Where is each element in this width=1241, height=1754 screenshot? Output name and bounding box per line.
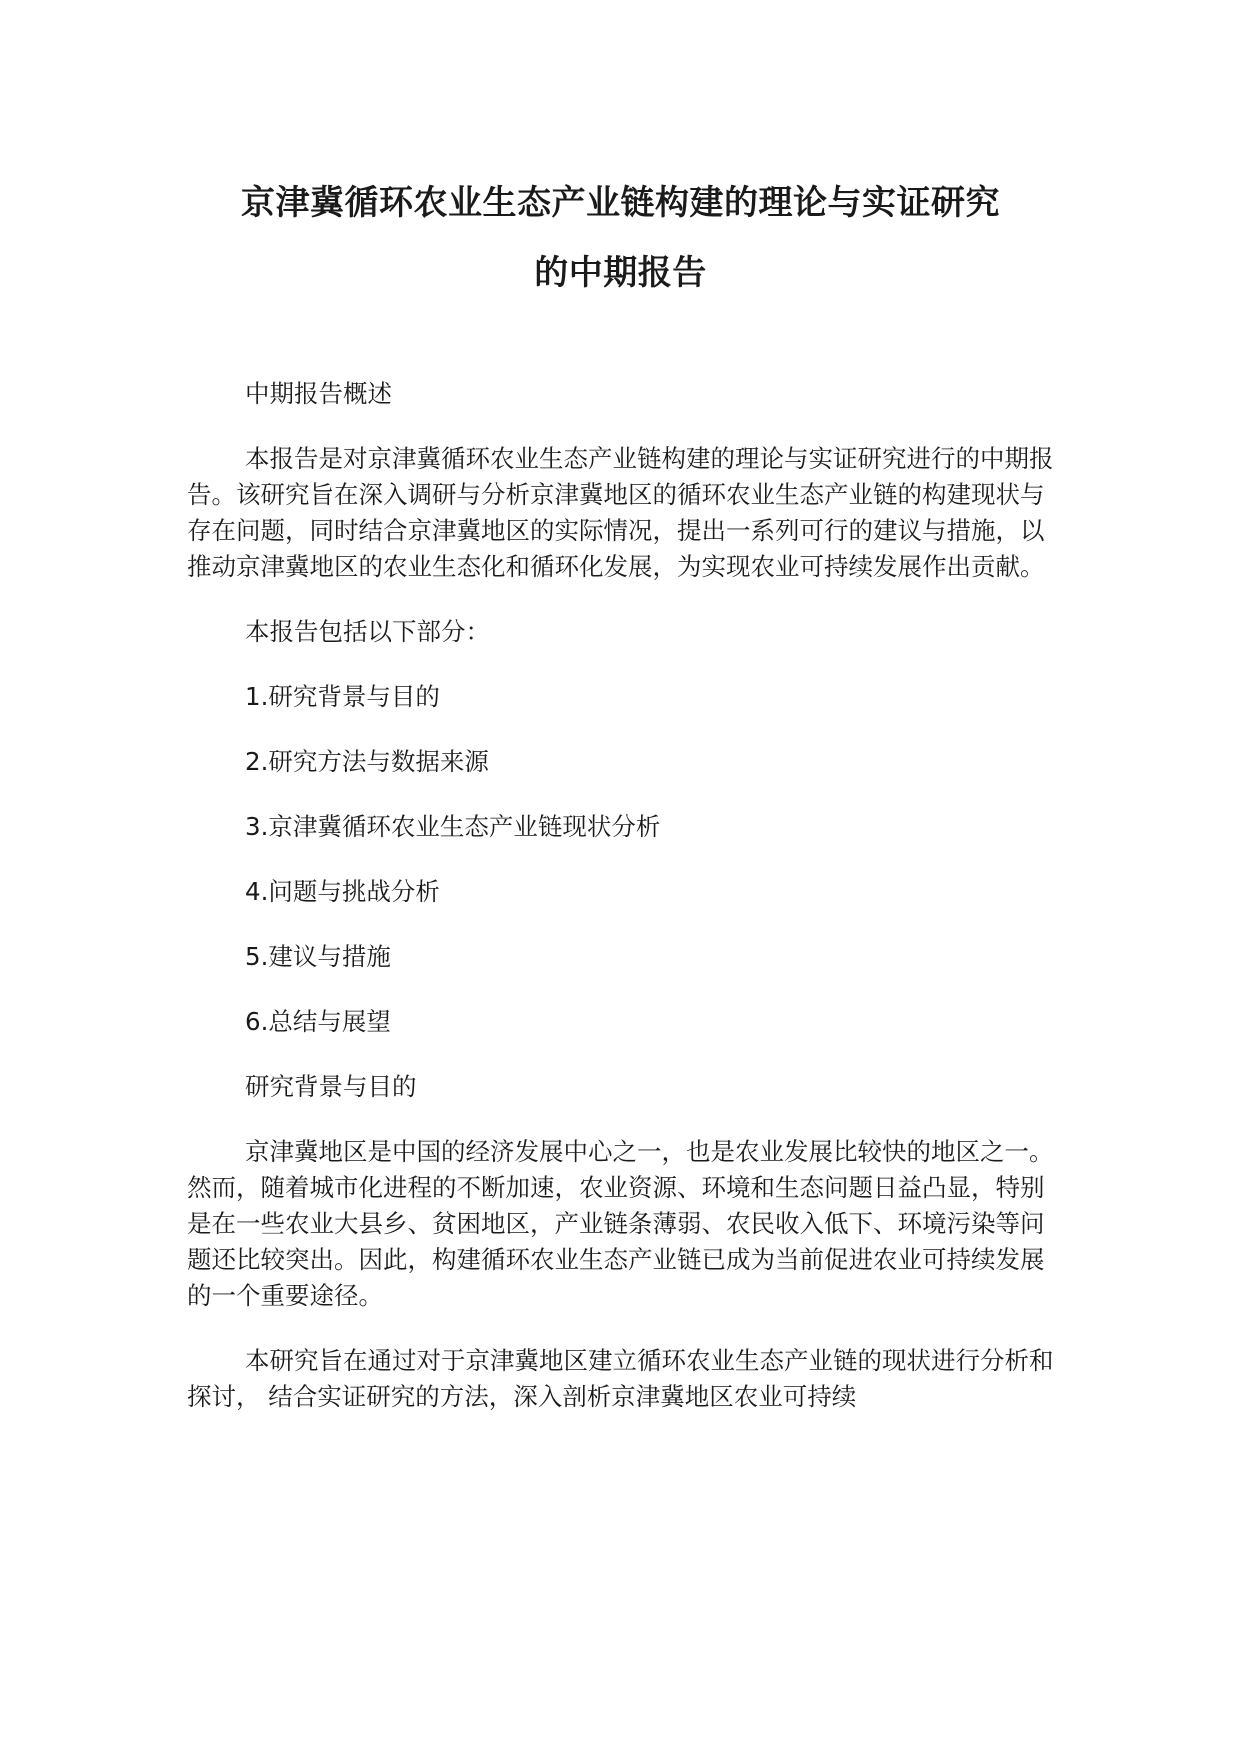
title-line-2: 的中期报告 xyxy=(534,253,707,293)
parts-intro: 本报告包括以下部分： xyxy=(245,617,490,646)
list-item-part-4: 4.问题与挑战分析 xyxy=(245,877,440,906)
list-item-part-3: 3.京津冀循环农业生态产业链现状分析 xyxy=(245,812,661,841)
paragraph-overview: 本报告是对京津冀循环农业生态产业链构建的理论与实证研究进行的中期报告。该研究旨在深入调研与分析京津冀地区的循环农业生态产业链的构建现状与存在问题，同时结合京津冀地区的实际情况，提出一系列可行的建议与措施，以推动京津冀地区的农业生态化和循环化发展，为实现农业可持续发展作出贡献。 xyxy=(187,444,1054,581)
list-item-part-2: 2.研究方法与数据来源 xyxy=(245,747,489,776)
paragraph-background: 京津冀地区是中国的经济发展中心之一，也是农业发展比较快的地区之一。然而，随着城市化进程的不断加速，农业资源、环境和生态问题日益凸显，特别是在一些农业大县乡、贫困地区，产业链条薄弱、农民收入低下、环境污染等问题还比较突出。因此，构建循环农业生态产业链已成为当前促进农业可持续发展的一个重要途径。 xyxy=(187,1137,1054,1310)
paragraph-purpose: 本研究旨在通过对于京津冀地区建立循环农业生态产业链的现状进行分析和探讨， 结合实证研究的方法，深入剖析京津冀地区农业可持续 xyxy=(187,1346,1054,1411)
list-item-part-6: 6.总结与展望 xyxy=(245,1007,391,1036)
list-item-part-1: 1.研究背景与目的 xyxy=(245,682,440,711)
title-line-1: 京津冀循环农业生态产业链构建的理论与实证研究 xyxy=(241,183,1000,223)
document-body xyxy=(187,376,1067,1444)
section-heading-background: 研究背景与目的 xyxy=(245,1072,417,1101)
section-heading-overview: 中期报告概述 xyxy=(245,379,392,408)
document-title xyxy=(150,168,1091,308)
list-item-part-5: 5.建议与措施 xyxy=(245,942,391,971)
